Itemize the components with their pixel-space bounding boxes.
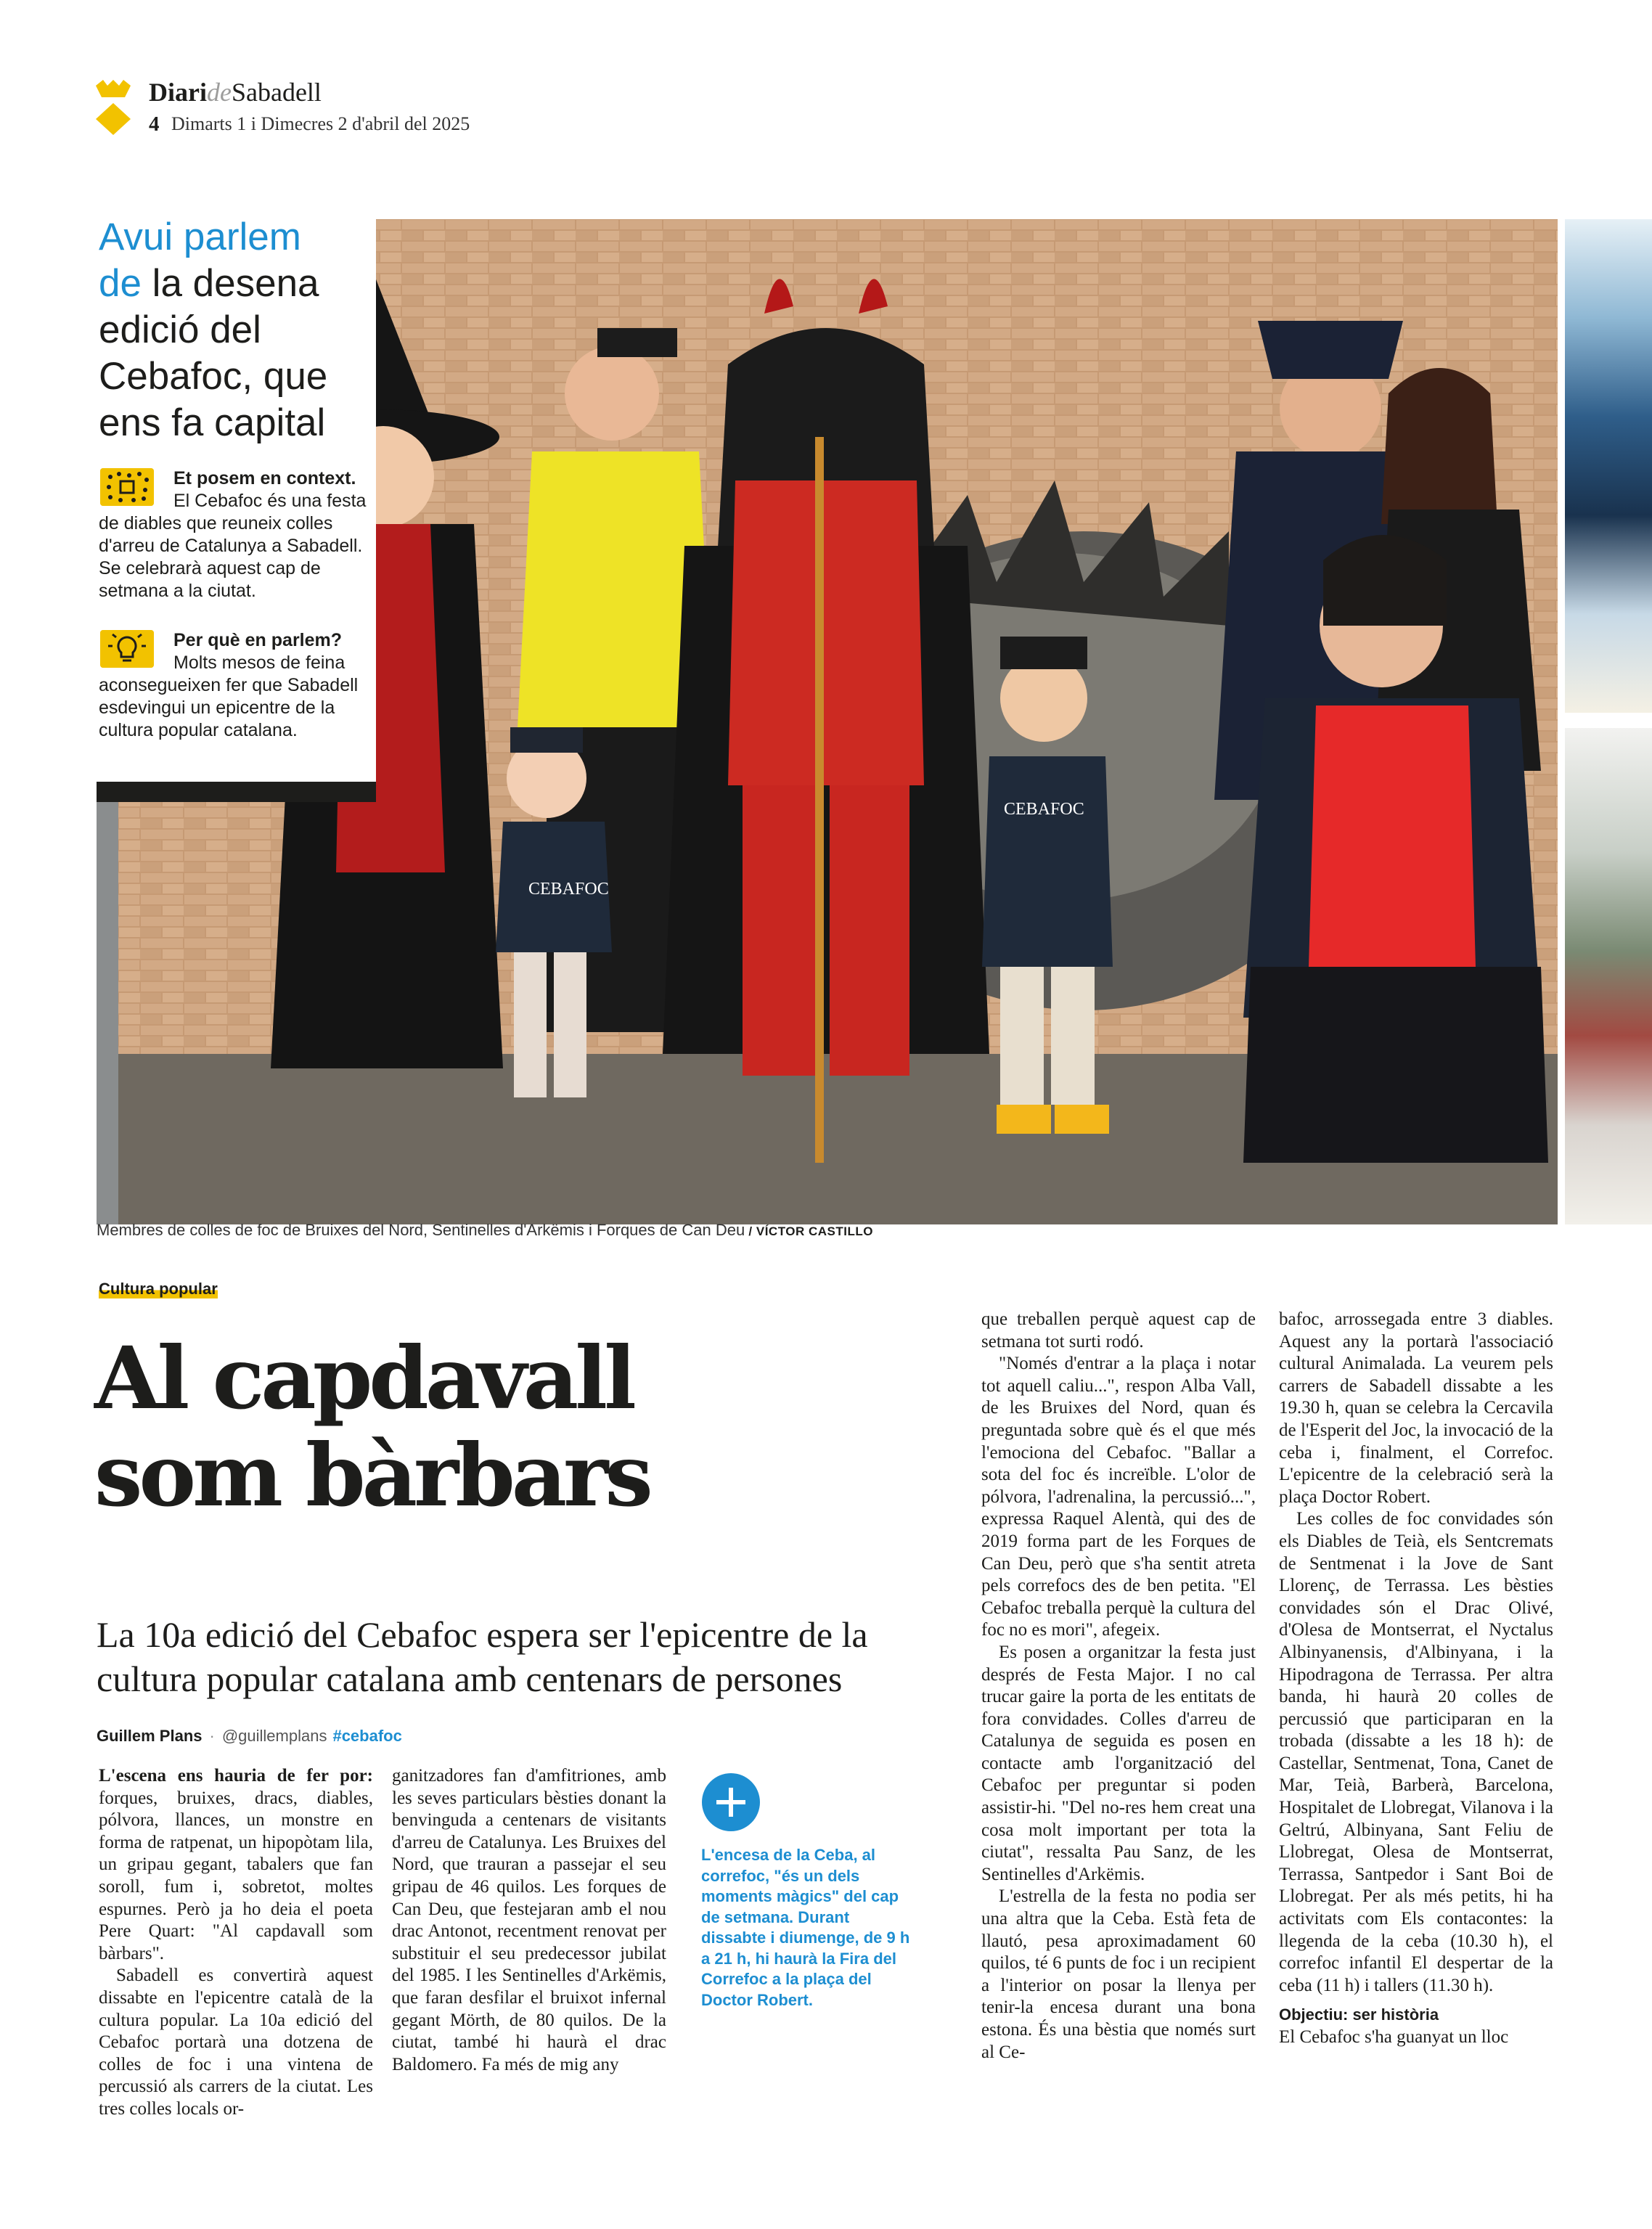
tshirt-logo-2: CEBAFOC — [1004, 800, 1084, 819]
brand-name — [149, 77, 322, 107]
article-column-1 — [99, 1765, 373, 2121]
paragraph: ganitzadores fan d'amfitriones, amb les seves particulars bèsties donant la benvinguda a centenars de visitants d'arreu de Catalunya. Les Bruixes del Nord, que trauran a passejar el seu gripau de 46 quilos. Les forques de Can Deu, que festejaran amb el nou drac Antonot, recentment renovat per substituir el seu predecessor jubilat del 1985. I les Sentinelles d'Arkëmis, que faran desfilar el bruixot infernal gegant Mörth, de 80 quilos. De la ciutat, també hi haurà el drac Baldomero. Fa més de mig any — [392, 1766, 666, 2074]
paragraph: que treballen perquè aquest cap de setmana tot surti rodó. — [981, 1309, 1256, 1351]
plus-icon — [702, 1773, 760, 1831]
paragraph: Les colles de foc convidades són els Diables de Teià, els Sentcremats de Sentmenat i la Jove de Sant Llorenç, de Terrassa. Les bèsties convidades són el Drac Olivé, d'Olesa de Montserrat, el Nyctalus Albinyanensis, d'Albinyana, i la Hipodragona de Terrassa. Per altra banda, hi haurà 20 colles de percussió que participaran en la trobada (dissabte a les 18 h): de Castellar, Sentmenat, Tona, Canet de Mar, Teià, Barberà, Barcelona, Hospitalet de Llobregat, Vilanova i la Geltrú, Albinyana, Sant Feliu de Llobregat, Olesa de Montserrat, Terrassa, Santpedor i Sant Boi de Llobregat. Per als més petits, hi ha activitats com Els contacontes: la llegenda de la ceba (10.30 h), el correfoc infantil El despertar de la ceba (11 h) i tallers (11.30 h). — [1279, 1509, 1553, 1995]
article-column-3 — [981, 1309, 1256, 2064]
context-title-rest: la desena edició del Cebafoc, que ens fa capital — [99, 262, 328, 444]
hashtag[interactable]: #cebafoc — [332, 1727, 402, 1745]
context-title-blue-1: Avui parlem — [99, 216, 301, 258]
byline — [97, 1727, 402, 1746]
headline — [94, 1330, 965, 1524]
date-line: Dimarts 1 i Dimecres 2 d'abril del 2025 — [171, 113, 470, 134]
context-item-1 — [99, 467, 371, 602]
lead-paragraph — [99, 1765, 373, 1965]
tshirt-logo-1: CEBAFOC — [528, 880, 609, 899]
context-item-2-heading: Per què en parlem? — [173, 630, 343, 650]
photo-credit: / VÍCTOR CASTILLO — [745, 1224, 873, 1238]
article-column-4 — [1279, 1309, 1553, 2049]
adjacent-photo-top — [1565, 219, 1652, 713]
article-column-2 — [392, 1765, 666, 2076]
lead-rest: forques, bruixes, dracs, diables, pólvora, llances, un monstre en forma de ratpenat, un hipopòtam lila, un gripau gegant, tabalers que fan soroll, fum i, sobretot, moltes espurnes. Però ja ho deia el poeta Pere Quart: "Al capdavall som bàrbars". — [99, 1788, 373, 1963]
author-name: Guillem Plans — [97, 1727, 203, 1745]
context-title-blue-2: de — [99, 262, 142, 305]
context-title — [99, 214, 375, 446]
adjacent-photo-bottom — [1565, 728, 1652, 1224]
section-label: Cultura popular — [99, 1280, 218, 1298]
paragraph: bafoc, arrossegada entre 3 diables. Aquest any la portarà l'associació cultural Animalada. La veurem pels carrers de Sabadell dissabte a les 19.30 h, quan se celebra la Cercavila de l'Esperit del Joc, la invocació de la ceba i, finalment, el Correfoc. L'epicentre de la celebració serà la plaça Doctor Robert. — [1279, 1309, 1553, 1507]
photo-caption — [97, 1221, 873, 1240]
context-item-2-text: Molts mesos de feina aconsegueixen fer que Sabadell esdevingui un epicentre de la cultura popular catalana. — [99, 653, 359, 740]
photo-caption-text: Membres de colles de foc de Bruixes del Nord, Sentinelles d'Arkëmis i Forques de Can Deu — [97, 1221, 745, 1239]
paragraph: Sabadell es convertirà aquest dissabte en l'epicentre català de la cultura popular. La 10a edició del Cebafoc portarà una dotzena de colles de foc i una vintena de percussió als carrers de la ciutat. Les tres colles locals or- — [99, 1966, 373, 2119]
brand-bold: Diari — [149, 78, 207, 107]
author-twitter[interactable]: @guillemplans — [221, 1727, 327, 1745]
context-box-bar — [97, 782, 376, 802]
subheadline: La 10a edició del Cebafoc espera ser l'epicentre de la cultura popular catalana amb centenars de persones — [97, 1614, 868, 1699]
plus-highlight-text: L'encesa de la Ceba, al correfoc, "és un dels moments màgics" del cap de setmana. Durant dissabte i diumenge, de 9 h a 21 h, hi haurà la Fira del Correfoc a la plaça del Doctor Robert. — [701, 1846, 910, 2009]
headline-line-2: som bàrbars — [94, 1425, 650, 1526]
paragraph: Es posen a organitzar la festa just després de Festa Major. I no cal trucar gaire la porta de les entitats de fora convidades. Colles d'arreu de Catalunya de seguida es posen en contacte amb l'organització del Cebafoc per preguntar si poden assistir-hi. "Del no-res hem creat una cosa molt important per tota la ciutat", ressalta Pau Sanz, de les Sentinelles d'Arkëmis. — [981, 1642, 1256, 1884]
paragraph: "Només d'entrar a la plaça i notar tot aquell caliu...", respon Alba Vall, de les Bruixes del Nord, quan és preguntada sobre què és el que més l'emociona del Cebafoc. "Ballar a sota del foc és increïble. L'olor de pólvora, l'adrenalina, la percussió...", expressa Raquel Alentà, qui des de 2019 forma part de les Forques de Can Deu, però que s'ha sentit atreta pels correfocs des de ben petita. "El Cebafoc treballa perquè la cultura del foc no es mori", afegeix. — [981, 1354, 1256, 1640]
paragraph: El Cebafoc s'ha guanyat un lloc — [1279, 2027, 1509, 2047]
context-item-1-text: El Cebafoc és una festa de diables que reuneix colles d'arreu de Catalunya a Sabadell. Se celebrarà aquest cap de setmana a la ciutat. — [99, 491, 367, 601]
paragraph: L'estrella de la festa no podia ser una altra que la Ceba. Està feta de llautó, pesa aproximadament 60 quilos, té 6 punts de foc i un recipient a l'interior on posar la llenya per tenir-la encesa durant una bona estona. És una bèstia que només surt al Ce- — [981, 1886, 1256, 2062]
brand-rest: Sabadell — [231, 78, 322, 107]
byline-separator: · — [209, 1727, 215, 1745]
brand-de: de — [206, 78, 232, 107]
lead-bold: L'escena ens hauria de fer por: — [99, 1766, 373, 1786]
context-item-2 — [99, 629, 371, 742]
diari-logo-icon — [93, 78, 134, 136]
page-number: 4 — [149, 113, 160, 136]
column-subheading: Objectiu: ser història — [1279, 2005, 1439, 2024]
context-item-1-heading: Et posem en context. — [173, 468, 356, 488]
headline-line-1: Al capdavall — [94, 1328, 633, 1428]
